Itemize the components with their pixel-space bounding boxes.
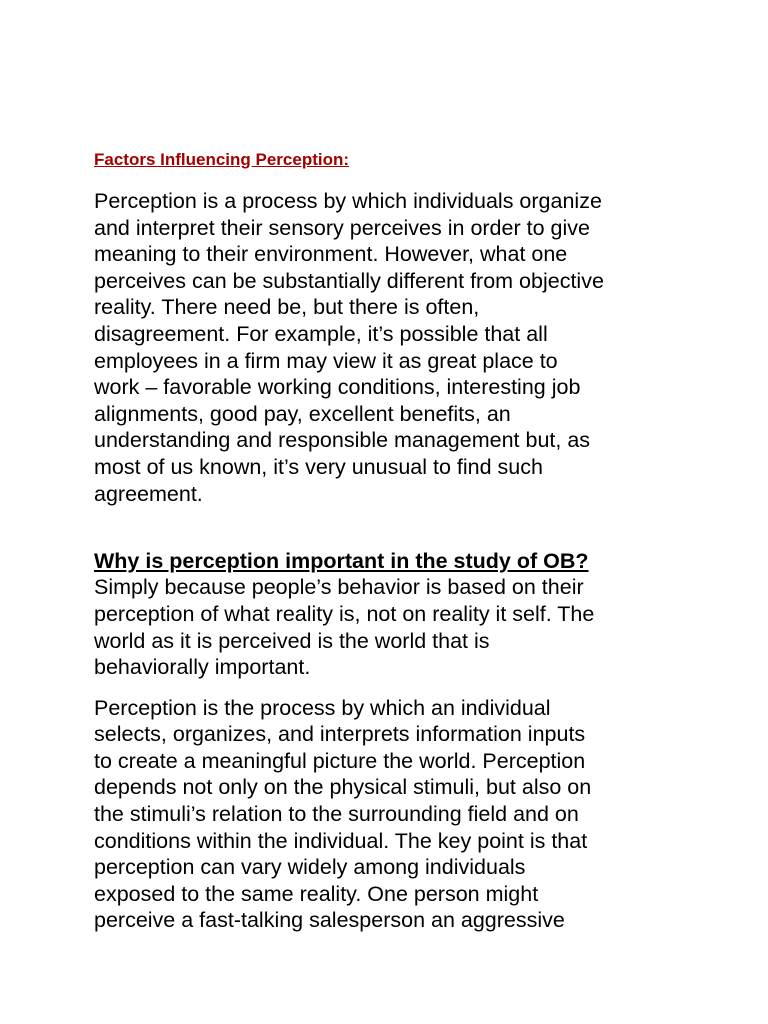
paragraph-importance-section: [94, 521, 694, 681]
paragraph-perception-process: Perception is the process by which an individual selects, organizes, and interprets information inputs to create a meaningful picture the world. Perception depends not only on the physical stimuli, but also on the stimuli’s relation to the surrounding field and on conditions within the individual. The key point is that perception can vary widely among individuals exposed to the same reality. One person might perceive a fast-talking salesperson an aggressive: [94, 695, 592, 933]
paragraph-perception-definition: Perception is a process by which individuals organize and interpret their sensory perceives in order to give meaning to their environment. However, what one perceives can be substantially different from objective reality. There need be, but there is often, disagreement. For example, it’s possible that all employees in a firm may view it as great place to work – favorable working conditions, interesting job alignments, good pay, excellent benefits, an understanding and responsible management but, as most of us known, it’s very unusual to find such agreement.: [94, 189, 604, 506]
document-body: [94, 148, 694, 948]
page-title: Factors Influencing Perception:: [94, 150, 350, 169]
section-heading: Why is perception important in the study of OB?: [94, 548, 589, 573]
paragraph-importance-text: Simply because people’s behavior is based on their perception of what reality is, not on reality it self. The world as it is perceived is the world that is behaviorally important.: [94, 575, 595, 680]
